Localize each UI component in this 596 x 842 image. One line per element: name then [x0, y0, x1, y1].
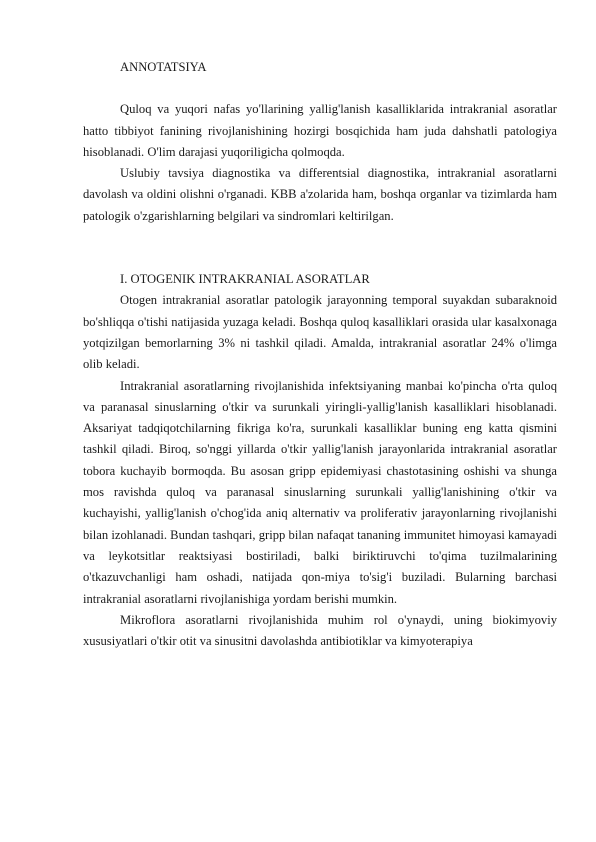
spacer — [83, 78, 557, 99]
section-paragraph: Intrakranial asoratlarning rivojlanishida infektsiyaning manbai ko'pincha o'rta quloq va paranasal sinuslarning o'tkir va surunkali yiringli-yallig'lanish kasalliklari hisoblanadi. Aksariyat tadqiqotchilarning fikriga ko'ra, surunkali kasalliklar buning eng katta qismini tashkil qiladi. Biroq, so'nggi yillarda o'tkir yallig'lanish jarayonlarida intrakranial asoratlar tobora kuchayib bormoqda. Bu asosan gripp epidemiyasi chastotasining oshishi va shunga mos ravishda quloq va paranasal sinuslarning surunkali yallig'lanishining o'tkir va kuchayishi, yallig'lanish o'chog'ida aniq alternativ va proliferativ jarayonlarning rivojlanishi bilan izohlanadi. Bundan tashqari, gripp bilan nafaqat tananing immunitet himoyasi kamayadi va leykotsitlar reaktsiyasi bostiriladi, balki biriktiruvchi to'qima tuzilmalarining o'tkazuvchanligi ham oshadi, natijada qon-miya to'sig'i buziladi. Bularning barchasi intrakranial asoratlarni rivojlanishiga yordam berishi mumkin. — [83, 378, 557, 606]
annotation-heading: ANNOTATSIYA — [120, 60, 207, 74]
annotation-paragraph: Quloq va yuqori nafas yo'llarining yallig'lanish kasalliklarida intrakranial asoratlar hatto tibbiyot fanining rivojlanishining hozirgi bosqichida ham juda dahshatli patologiya hisoblanadi. O'lim darajasi yuqoriligicha qolmoqda. — [83, 102, 557, 159]
section-paragraph: Mikroflora asoratlarni rivojlanishida muhim rol o'ynaydi, uning biokimyoviy xususiyatlari o'tkir otit va sinusitni davolashda antibiotiklar va kimyoterapiya — [83, 612, 557, 649]
spacer — [83, 227, 557, 269]
section-heading: I. OTOGENIK INTRAKRANIAL ASORATLAR — [120, 272, 370, 287]
annotation-paragraph: Uslubiy tavsiya diagnostika va differentsial diagnostika, intrakranial asoratlarni davolash va oldini olishni o'rganadi. KBB a'zolarida ham, boshqa organlar va tizimlarda ham patologik o'zgarishlarning belgilari va sindromlari keltirilgan. — [83, 166, 557, 223]
section-paragraph: Otogen intrakranial asoratlar patologik jarayonning temporal suyakdan subaraknoid bo'shliqqa o'tishi natijasida yuzaga keladi. Boshqa quloq kasalliklari orasida ular kasalxonaga yotqizilgan bemorlarning 3% ni tashkil qiladi. Amalda, intrakranial asoratlar 24% o'limga olib keladi. — [83, 293, 557, 372]
document-body — [83, 57, 557, 652]
